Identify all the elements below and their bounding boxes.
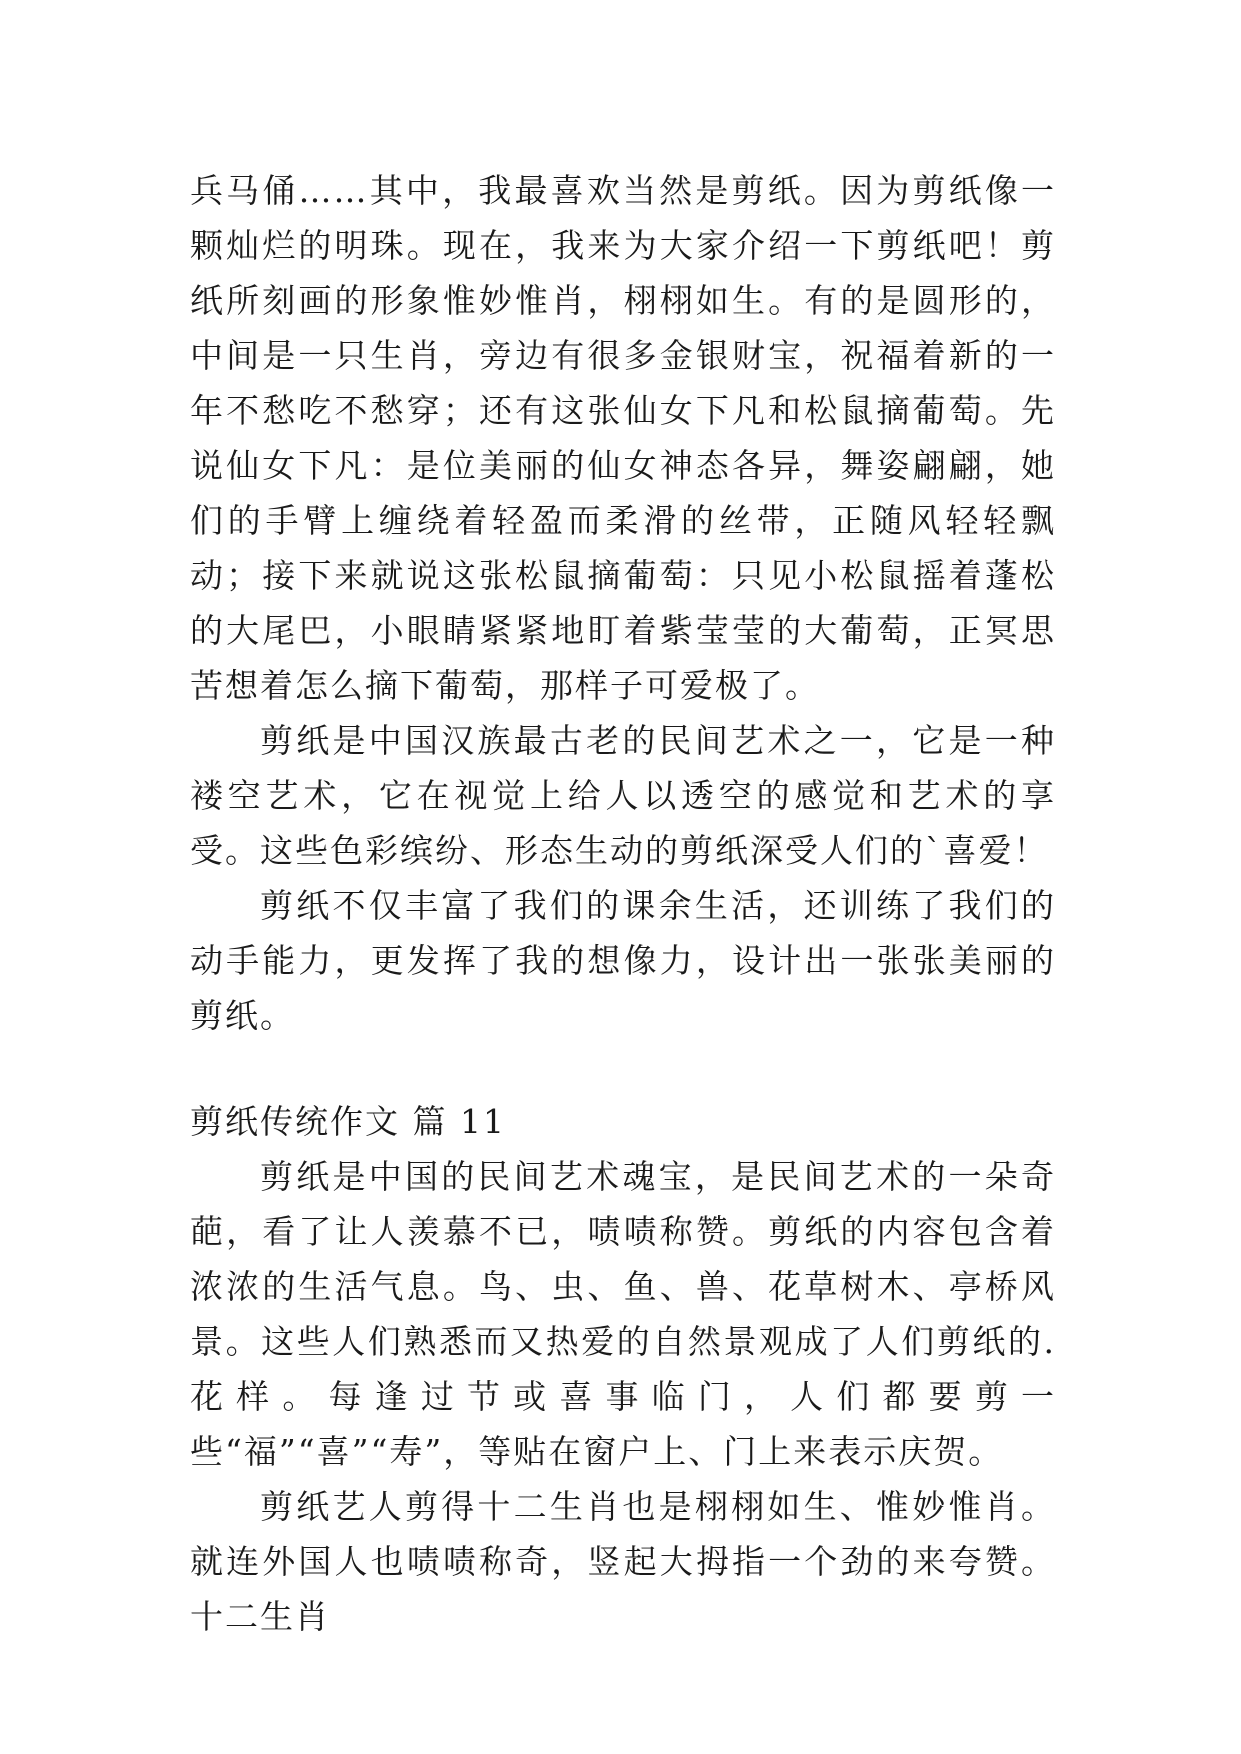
paragraph: 剪纸艺人剪得十二生肖也是栩栩如生、惟妙惟肖。就连外国人也啧啧称奇，竖起大拇指一个劲的来夸赞。十二生肖 xyxy=(190,1487,1056,1636)
paragraph-continued: 兵马俑……其中，我最喜欢当然是剪纸。因为剪纸像一颗灿烂的明珠。现在，我来为大家介绍一下剪纸吧！剪纸所刻画的形象惟妙惟肖，栩栩如生。有的是圆形的，中间是一只生肖，旁边有很多金银财宝，祝福着新的一年不愁吃不愁穿；还有这张仙女下凡和松鼠摘葡萄。先说仙女下凡：是位美丽的仙女神态各异，舞姿翩翩，她们的手臂上缠绕着轻盈而柔滑的丝带，正随风轻轻飘动；接下来就说这张松鼠摘葡萄：只见小松鼠摇着蓬松的大尾巴，小眼睛紧紧地盯着紫莹莹的大葡萄，正冥思苦想着怎么摘下葡萄，那样子可爱极了。 xyxy=(190,171,1056,705)
paragraph: 剪纸不仅丰富了我们的课余生活，还训练了我们的动手能力，更发挥了我的想像力，设计出一张张美丽的剪纸。 xyxy=(190,886,1056,1035)
paragraph: 剪纸是中国汉族最古老的民间艺术之一，它是一种褛空艺术，它在视觉上给人以透空的感觉和艺术的享受。这些色彩缤纷、形态生动的剪纸深受人们的`喜爱！ xyxy=(190,721,1056,870)
section-heading: 剪纸传统作文 篇 11 xyxy=(190,1102,506,1141)
document-body xyxy=(190,163,1056,1644)
paragraph: 剪纸是中国的民间艺术魂宝，是民间艺术的一朵奇葩，看了让人羡慕不已，啧啧称赞。剪纸的内容包含着浓浓的生活气息。鸟、虫、鱼、兽、花草树木、亭桥风景。这些人们熟悉而又热爱的自然景观成了人们剪纸的.花样。每逢过节或喜事临门，人们都要剪一些“福”“喜”“寿”，等贴在窗户上、门上来表示庆贺。 xyxy=(190,1157,1056,1471)
